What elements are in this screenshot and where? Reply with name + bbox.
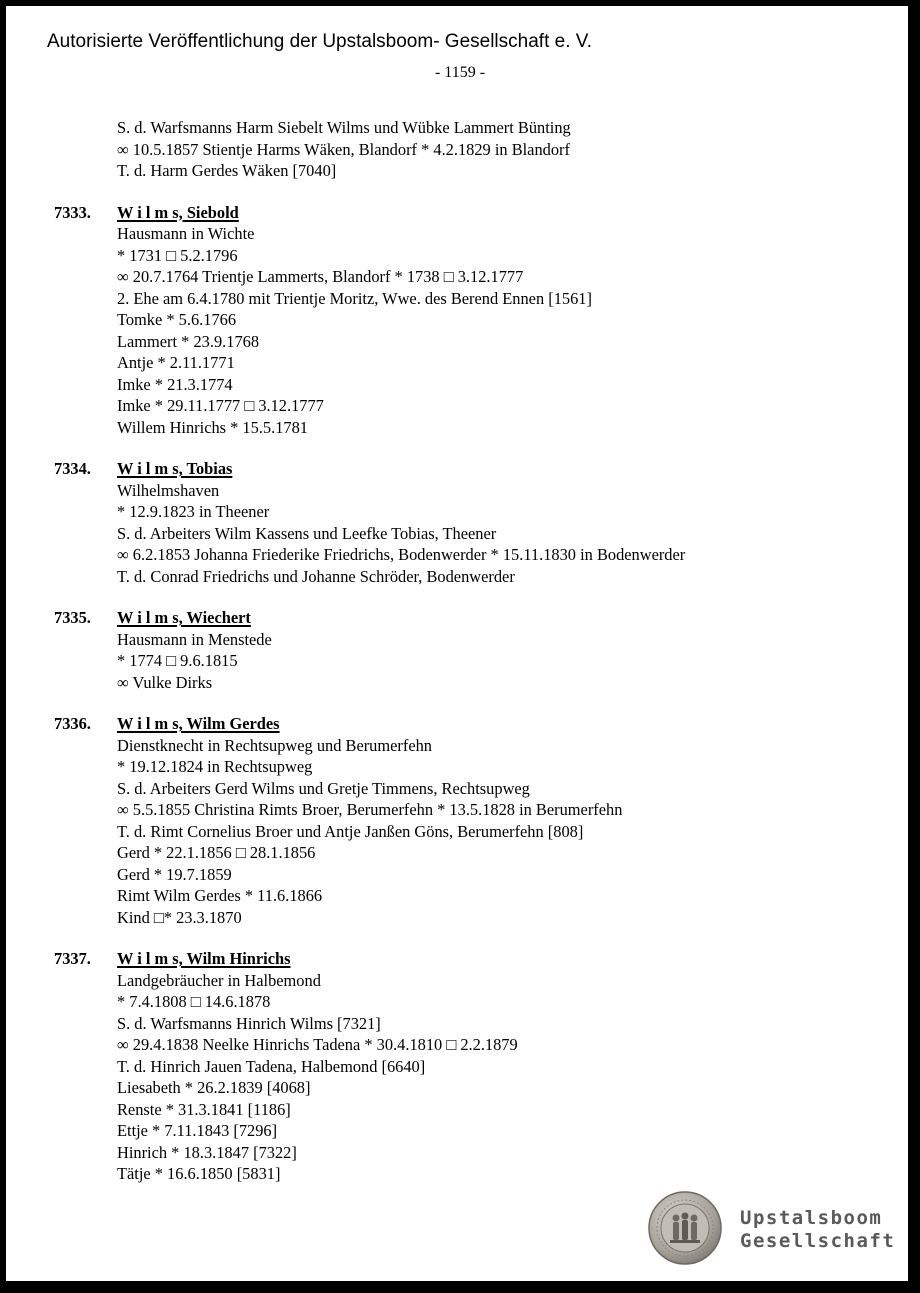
entry-line: Willem Hinrichs * 15.5.1781 — [117, 417, 308, 437]
entry-number: 7336. — [54, 714, 91, 733]
entry-line: S. d. Arbeiters Wilm Kassens und Leefke Tobias, Theener — [117, 523, 497, 543]
page-number: - 1159 - — [434, 64, 486, 81]
genealogy-entry — [54, 948, 904, 1185]
entry-line: ∞ 20.7.1764 Trientje Lammerts, Blandorf * 1738 □ 3.12.1777 — [117, 267, 524, 286]
entry-line: T. d. Rimt Cornelius Broer und Antje Janßen Göns, Berumerfehn [808] — [117, 821, 584, 841]
entry-number: 7334. — [54, 459, 91, 478]
entry-line: Tomke * 5.6.1766 — [117, 310, 237, 329]
entry-line: ∞ 29.4.1838 Neelke Hinrichs Tadena * 30.4.1810 □ 2.2.1879 — [117, 1035, 518, 1054]
genealogy-entry — [54, 607, 904, 693]
entry-name: W i l m s, Wiechert — [117, 608, 251, 627]
entry-line: Landgebräucher in Halbemond — [117, 970, 321, 990]
entry-line: Hausmann in Wichte — [117, 224, 255, 243]
entry-line: Imke * 29.11.1777 □ 3.12.1777 — [117, 396, 324, 415]
entry-line: T. d. Conrad Friedrichs und Johanne Schröder, Bodenwerder — [117, 566, 515, 586]
continuation-line: S. d. Warfsmanns Harm Siebelt Wilms und Wübke Lammert Bünting — [117, 118, 571, 137]
entry-body — [117, 458, 904, 587]
entry-line: ∞ Vulke Dirks — [117, 672, 213, 692]
entry-line: T. d. Hinrich Jauen Tadena, Halbemond [6640] — [117, 1056, 426, 1076]
entry-line: Antje * 2.11.1771 — [117, 353, 235, 372]
continuation-block — [117, 117, 904, 182]
entry-line: Renste * 31.3.1841 [1186] — [117, 1099, 291, 1119]
entry-line: Gerd * 22.1.1856 □ 28.1.1856 — [117, 843, 316, 862]
entry-line: * 19.12.1824 in Rechtsupweg — [117, 757, 313, 776]
logo-line-2: Gesellschaft — [740, 1230, 896, 1252]
entry-line: Hausmann in Menstede — [117, 629, 272, 649]
entry-line: Lammert * 23.9.1768 — [117, 331, 260, 351]
entry-name: W i l m s, Wilm Gerdes — [117, 714, 280, 733]
entry-line: Dienstknecht in Rechtsupweg und Berumerfehn — [117, 735, 432, 755]
genealogy-entry — [54, 713, 904, 928]
genealogy-entry — [54, 458, 904, 587]
continuation-line: ∞ 10.5.1857 Stientje Harms Wäken, Blandorf * 4.2.1829 in Blandorf — [117, 139, 570, 159]
entry-line: Kind □* 23.3.1870 — [117, 907, 242, 927]
entry-body — [117, 202, 904, 439]
entry-number: 7335. — [54, 608, 91, 627]
seal-icon — [648, 1191, 722, 1265]
entry-line: Ettje * 7.11.1843 [7296] — [117, 1121, 278, 1140]
entry-line: * 1731 □ 5.2.1796 — [117, 245, 238, 265]
entry-line: ∞ 6.2.1853 Johanna Friederike Friedrichs, Bodenwerder * 15.11.1830 in Bodenwerder — [117, 545, 686, 564]
society-logo — [648, 1191, 898, 1267]
genealogy-entry — [54, 202, 904, 439]
entry-line: Imke * 21.3.1774 — [117, 374, 233, 394]
entry-line: S. d. Arbeiters Gerd Wilms und Gretje Timmens, Rechtsupweg — [117, 778, 530, 798]
entry-line: Wilhelmshaven — [117, 480, 220, 500]
entry-line: Gerd * 19.7.1859 — [117, 864, 232, 884]
entry-line: Liesabeth * 26.2.1839 [4068] — [117, 1078, 311, 1097]
entry-line: Rimt Wilm Gerdes * 11.6.1866 — [117, 886, 323, 905]
entry-name: W i l m s, Tobias — [117, 459, 233, 478]
logo-line-1: Upstalsboom — [740, 1207, 883, 1229]
document-content — [54, 117, 904, 1185]
entry-number: 7333. — [54, 202, 91, 222]
logo-text — [740, 1207, 895, 1253]
entry-name: W i l m s, Siebold — [117, 202, 239, 222]
entry-body — [117, 713, 904, 928]
page-header-title: Autorisierte Veröffentlichung der Upstalsboom- Gesellschaft e. V. — [47, 31, 592, 52]
entry-line: * 1774 □ 9.6.1815 — [117, 651, 238, 670]
entry-line: * 12.9.1823 in Theener — [117, 502, 270, 521]
entry-line: * 7.4.1808 □ 14.6.1878 — [117, 992, 271, 1011]
entry-number: 7337. — [54, 949, 91, 968]
entry-line: ∞ 5.5.1855 Christina Rimts Broer, Berumerfehn * 13.5.1828 in Berumerfehn — [117, 800, 623, 819]
entry-body — [117, 948, 904, 1185]
continuation-line: T. d. Harm Gerdes Wäken [7040] — [117, 161, 337, 180]
entry-line: 2. Ehe am 6.4.1780 mit Trientje Moritz, Wwe. des Berend Ennen [1561] — [117, 288, 592, 308]
entry-line: Tätje * 16.6.1850 [5831] — [117, 1164, 281, 1183]
entry-line: Hinrich * 18.3.1847 [7322] — [117, 1142, 297, 1162]
entry-name: W i l m s, Wilm Hinrichs — [117, 949, 291, 968]
entry-line: S. d. Warfsmanns Hinrich Wilms [7321] — [117, 1013, 381, 1033]
entry-body — [117, 607, 904, 693]
